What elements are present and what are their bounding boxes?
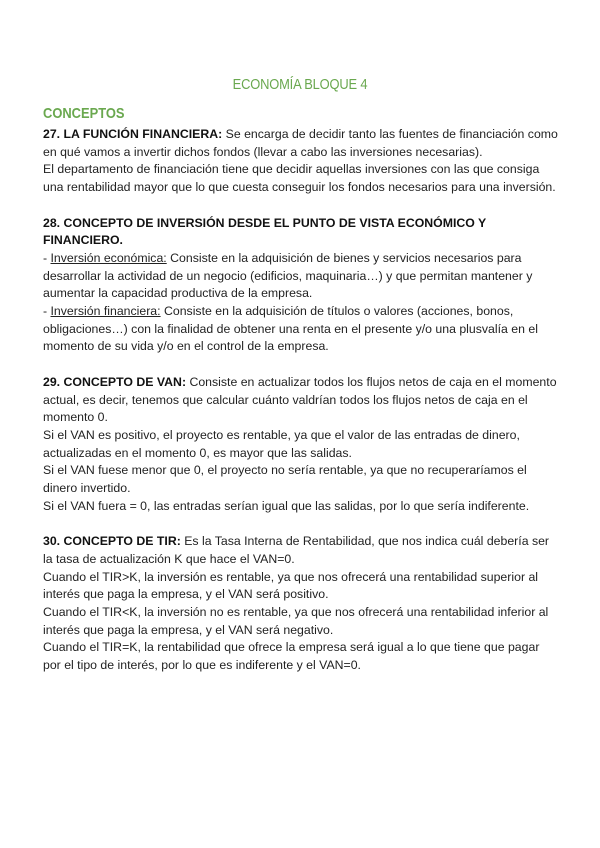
concept-29-paragraph-3: Si el VAN fuese menor que 0, el proyecto no sería rentable, ya que no recuperaríamos el dinero invertido.	[43, 463, 527, 496]
concept-30-paragraph-4: Cuando el TIR=K, la rentabilidad que ofrece la empresa será igual a lo que tiene que pagar por el tipo de interés, por lo que es indiferente y el VAN=0.	[43, 640, 540, 673]
concept-30-paragraph-3: Cuando el TIR<K, la inversión no es rentable, ya que nos ofrecerá una rentabilidad inferior al interés que paga la empresa, y el VAN será negativo.	[43, 604, 549, 637]
concept-29-text: Consiste en actualizar todos los flujos netos de caja en el momento actual, es decir, tenemos que calcular cuánto valdrían todos los flujos netos de caja en el momento 0.	[43, 374, 557, 425]
concept-28-heading: 28. CONCEPTO DE INVERSIÓN DESDE EL PUNTO DE VISTA ECONÓMICO Y FINANCIERO.	[43, 215, 487, 248]
concept-27-paragraph	[43, 126, 559, 161]
concept-30	[43, 533, 559, 675]
concept-29-paragraph	[43, 374, 559, 427]
list-dash: -	[43, 250, 51, 265]
financial-investment-text: Consiste en la adquisición de títulos o valores (acciones, bonos, obligaciones…) con la finalidad de obtener una renta en el presente y/o una plusvalía en el momento de su vida y/o en el control de la empresa.	[43, 304, 538, 354]
concept-30-text: Es la Tasa Interna de Rentabilidad, que nos indica cuál debería ser la tasa de actualización K que hace el VAN=0.	[43, 534, 550, 566]
concept-29-paragraph-2: Si el VAN es positivo, el proyecto es rentable, ya que el valor de las entradas de dinero, actualizadas en el momento 0, es mayor que las salidas.	[43, 427, 520, 460]
concept-27	[43, 126, 559, 197]
concept-28	[43, 215, 559, 357]
concept-29-paragraph-4: Si el VAN fuera = 0, las entradas serían igual que las salidas, por lo que sería indiferente.	[43, 498, 530, 513]
concept-30-paragraph-2: Cuando el TIR>K, la inversión es rentable, ya que nos ofrecerá una rentabilidad superior al interés que paga la empresa, y el VAN será positivo.	[43, 569, 539, 602]
concept-27-text: Se encarga de decidir tanto las fuentes de financiación como en qué vamos a invertir dichos fondos (llevar a cabo las inversiones necesarias).	[43, 127, 558, 159]
spacer	[43, 515, 559, 533]
document-title: ECONOMÍA BLOQUE 4	[232, 76, 368, 93]
spacer	[43, 356, 559, 374]
concept-29-heading: 29. CONCEPTO DE VAN:	[43, 374, 187, 389]
concept-30-heading: 30. CONCEPTO DE TIR:	[43, 534, 181, 549]
concept-27-paragraph-2: El departamento de financiación tiene que decidir aquellas inversiones con las que consiga una rentabilidad mayor que lo que cuesta conseguir los fondos necesarios para una inversión.	[43, 162, 556, 195]
concept-29	[43, 374, 559, 516]
concept-30-paragraph	[43, 533, 559, 568]
list-dash: -	[43, 304, 51, 319]
concept-27-heading: 27. LA FUNCIÓN FINANCIERA:	[43, 127, 223, 141]
economic-investment-text: Consiste en la adquisición de bienes y servicios necesarios para desarrollar la actividad de un negocio (edificios, maquinaria…) y que permitan mantener y aumentar la capacidad productiva de la empresa.	[43, 250, 533, 301]
financial-investment-label: Inversión financiera:	[50, 304, 161, 319]
document-content	[43, 126, 559, 675]
section-heading: CONCEPTOS	[43, 105, 125, 122]
economic-investment-label: Inversión económica:	[50, 250, 167, 265]
spacer	[43, 197, 559, 215]
concept-28-financial	[43, 303, 559, 356]
concept-28-economic	[43, 250, 559, 303]
